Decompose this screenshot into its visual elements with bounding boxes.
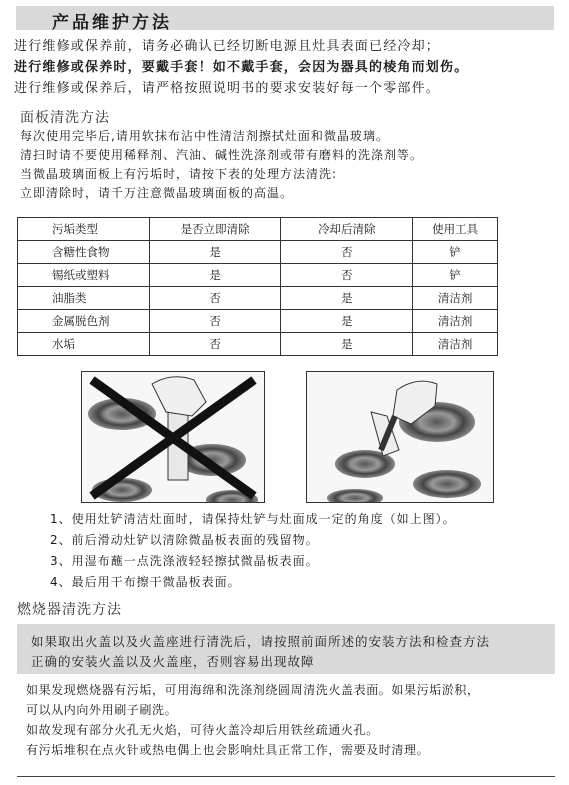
table-cell: 否 [149,310,281,333]
table-cell: 油脂类 [18,287,150,310]
table-cell: 清洁剂 [413,287,498,310]
list-item: 3、用湿布蘸一点洗涤液轻轻擦拭微晶板表面。 [50,554,319,568]
wrong-method-drawing [82,372,264,502]
list-item: 1、使用灶铲清洁灶面时，请保持灶铲与灶面成一定的角度（如上图）。 [50,512,456,526]
panel-line: 立即清除时，请千万注意微晶玻璃面板的高温。 [20,186,294,200]
note-line: 正确的安装火盖以及火盖座，否则容易出现故障 [31,654,315,669]
panel-section-heading: 面板清洗方法 [20,110,110,126]
table-row [18,264,498,287]
intro-line: 进行维修或保养后，请严格按照说明书的要求安装好每一个零部件。 [14,81,441,96]
burner-line: 如果发现燃烧器有污垢，可用海绵和洗涤剂绕圆周清洗火盖表面。如果污垢淤积， [26,683,480,697]
panel-line: 当微晶玻璃面板上有污垢时，请按下表的处理方法清洗: [20,167,338,181]
table-cell: 是 [149,241,281,264]
section-title-bar [16,6,554,33]
table-cell: 铲 [413,264,498,287]
table-row [18,333,498,356]
table-cell: 否 [281,241,413,264]
table-cell: 是 [281,287,413,310]
burner-zone [327,489,383,502]
table-header-row [18,218,498,241]
panel-section-text [20,127,423,203]
intro-line: 进行维修或保养时，要戴手套！如不戴手套，会因为器具的棱角而划伤。 [14,60,469,75]
panel-line: 清扫时请不要使用稀释剂、汽油、碱性洗涤剂或带有磨料的洗涤剂等。 [20,148,424,162]
table-cell: 水垢 [18,333,150,356]
table-header: 是否立即清除 [149,218,281,241]
list-item: 4、最后用干布擦干微晶板表面。 [50,575,241,589]
intro-warnings [14,36,559,99]
scraper-steps [50,509,456,593]
correct-scraper-illustration [306,371,494,503]
table-cell: 是 [281,333,413,356]
table-cell: 清洁剂 [413,310,498,333]
table-header: 冷却后清除 [281,218,413,241]
table-cell: 锡纸或塑料 [18,264,150,287]
page-title: 产品维护方法 [52,13,172,33]
hand-shape [152,377,206,416]
note-line: 如果取出火盖以及火盖座进行清洗后，请按照前面所述的安装方法和检查方法 [31,634,491,649]
table-cell: 是 [149,264,281,287]
table-cell: 否 [281,264,413,287]
burner-line: 可以从内向外用刷子刷洗。 [26,703,178,717]
burner-zone [413,470,481,498]
burner-section-text [26,680,480,760]
stain-table [17,217,498,356]
table-cell: 清洁剂 [413,333,498,356]
list-item: 2、前后滑动灶铲以清除微晶板表面的残留物。 [50,533,319,547]
burner-section-heading: 燃烧器清洗方法 [17,602,122,618]
table-row [18,241,498,264]
correct-method-drawing [307,372,493,502]
table-cell: 含糖性食物 [18,241,150,264]
wrong-scraper-illustration [81,371,265,503]
table-cell: 否 [149,333,281,356]
table-header: 使用工具 [413,218,498,241]
table-row [18,287,498,310]
burner-line: 有污垢堆积在点火针或热电偶上也会影响灶具正常工作，需要及时清理。 [26,743,430,757]
panel-line: 每次使用完毕后,请用软抹布沾中性清洁剂擦拭灶面和微晶玻璃。 [20,129,389,143]
table-row [18,310,498,333]
bottom-divider [17,776,555,777]
burner-note-box [17,624,555,674]
table-cell: 否 [149,287,281,310]
burner-line: 如故发现有部分火孔无火焰，可待火盖冷却后用铁丝疏通火孔。 [26,723,379,737]
intro-line: 进行维修或保养前，请务必确认已经切断电源且灶具表面已经冷却； [14,39,441,54]
table-cell: 金属脱色剂 [18,310,150,333]
table-header: 污垢类型 [18,218,150,241]
table-cell: 是 [281,310,413,333]
table-cell: 铲 [413,241,498,264]
